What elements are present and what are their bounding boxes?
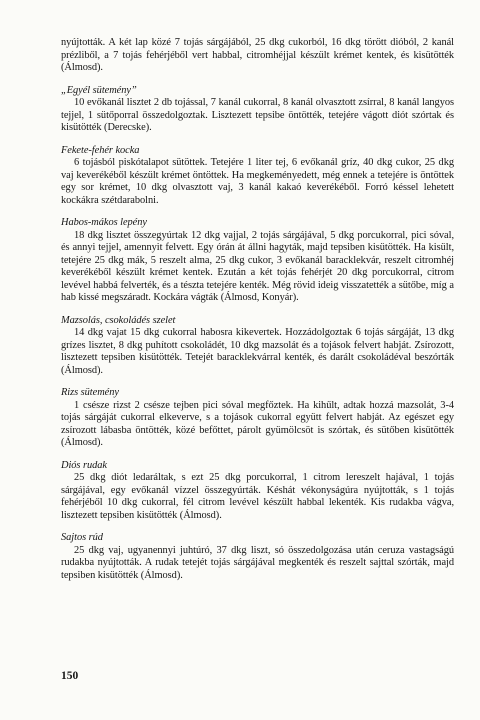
recipe-title: „Egyél sütemény” bbox=[61, 84, 137, 96]
recipe-fekete-feher-kocka bbox=[61, 145, 454, 208]
page-number: 150 bbox=[61, 670, 79, 682]
recipe-body: 25 dkg diót ledaráltak, s ezt 25 dkg porcukorral, 1 citrom lereszelt hajával, 1 tojás sárgájával, egy evőkanál vízzel összegyúrták. Késhát vékonyságúra nyújtották, s 1 tojás fehérjéből 10 dkg cukorral, fél citrom levével készült habbal lekenték. Kis rudakba vágva, lisztezett tepsiben kisütötték (Álmosd). bbox=[61, 472, 454, 521]
recipe-body: 10 evőkanál lisztet 2 db tojással, 7 kanál cukorral, 8 kanál olvasztott zsírral, 8 kanál langyos tejjel, 1 sütőporral összedolgoztak. Lisztezett tepsibe öntötték, tetejére vágott diót szórtak és kisütötték (Derecske). bbox=[61, 97, 454, 133]
recipe-egyel-sutemeny bbox=[61, 85, 454, 135]
recipe-body: 25 dkg vaj, ugyanennyi juhtúró, 37 dkg liszt, só összedolgozása után ceruza vastagságú rudakba nyújtották. A rudak tetejét tojás sárgájával megkenték és reszelt sajttal szórták, majd tepsiben kisütötték (Álmosd). bbox=[61, 544, 454, 581]
page-text bbox=[61, 37, 454, 582]
recipe-title: Fekete-fehér kocka bbox=[61, 144, 140, 156]
intro-paragraph: nyújtották. A két lap közé 7 tojás sárgájából, 25 dkg cukorból, 16 dkg törött dióból, 2 kanál prézliből, a 7 tojás fehérjéből vert habbal, citromhéjjal készült krémet kentek, és kisütötték (Álmosd). bbox=[61, 37, 454, 73]
recipe-rizs-sutemeny bbox=[61, 387, 454, 450]
recipe-mazsolas-csokolades-szelet bbox=[61, 315, 454, 378]
recipe-dios-rudak bbox=[61, 460, 454, 523]
recipe-habos-makos-lepeny bbox=[61, 217, 454, 305]
recipe-title: Habos-mákos lepény bbox=[61, 217, 147, 228]
recipe-body: 14 dkg vajat 15 dkg cukorral habosra kikevertek. Hozzádolgoztak 6 tojás sárgáját, 13 dkg grízes lisztet, 8 dkg puhított csokoládét, 10 dkg mazsolát és a tojások felvert habját. Zsírozott, lisztezett tepsiben kisütötték. Tetejét baracklekvárral kenték, és darált csokoládéval beszórták (Álmosd). bbox=[61, 327, 454, 376]
recipe-title: Rizs sütemény bbox=[61, 387, 119, 398]
recipe-title: Mazsolás, csokoládés szelet bbox=[61, 314, 176, 326]
recipe-sajtos-rud bbox=[61, 532, 454, 582]
recipe-title: Diós rudak bbox=[61, 459, 107, 471]
recipe-body: 6 tojásból piskótalapot sütöttek. Tetejére 1 liter tej, 6 evőkanál gríz, 40 dkg cukor, 25 dkg vaj keverékéből készült krémet öntöttek. Ha megkeményedett, még ennek a tetejére is öntöttek egy sor krémet, 10 dkg olvasztott vaj, 3 kanál kakaó keverékéből. Forró késsel lehetett kockákra szétdarabolni. bbox=[61, 157, 454, 206]
recipe-body: 1 csésze rizst 2 csésze tejben pici sóval megfőztek. Ha kihűlt, adtak hozzá mazsolát, 3-4 tojás sárgáját cukorral elkeverve, s a tojások cukorral együtt felvert habját. Az egészet egy zsírozott lábasba öntötték, közé befőttet, párolt gyümölcsöt is szórtak, és sütőben kisütötték (Álmosd). bbox=[61, 399, 454, 448]
recipe-body: 18 dkg lisztet összegyúrtak 12 dkg vajjal, 2 tojás sárgájával, 5 dkg porcukorral, pici sóval, és annyi tejjel, amennyit felvett. Egy órán át állni hagyták, majd tepsiben kisütötték. Ha kisült, tetejére 25 dkg mák, 5 reszelt alma, 25 dkg cukor, 3 evőkanál baracklekvár, reszelt citromhéj keverékéből készült krémet kentek. Ezután a két tojás fehérjét 20 dkg porcukorral, citrom levével habbá felverték, és a tészta tetejére kenték. Még rövid ideig visszatették a sütőbe, míg a hab kissé megszáradt. Kockára vágták (Álmosd, Konyár). bbox=[61, 229, 454, 303]
recipe-title: Sajtos rúd bbox=[61, 532, 103, 543]
